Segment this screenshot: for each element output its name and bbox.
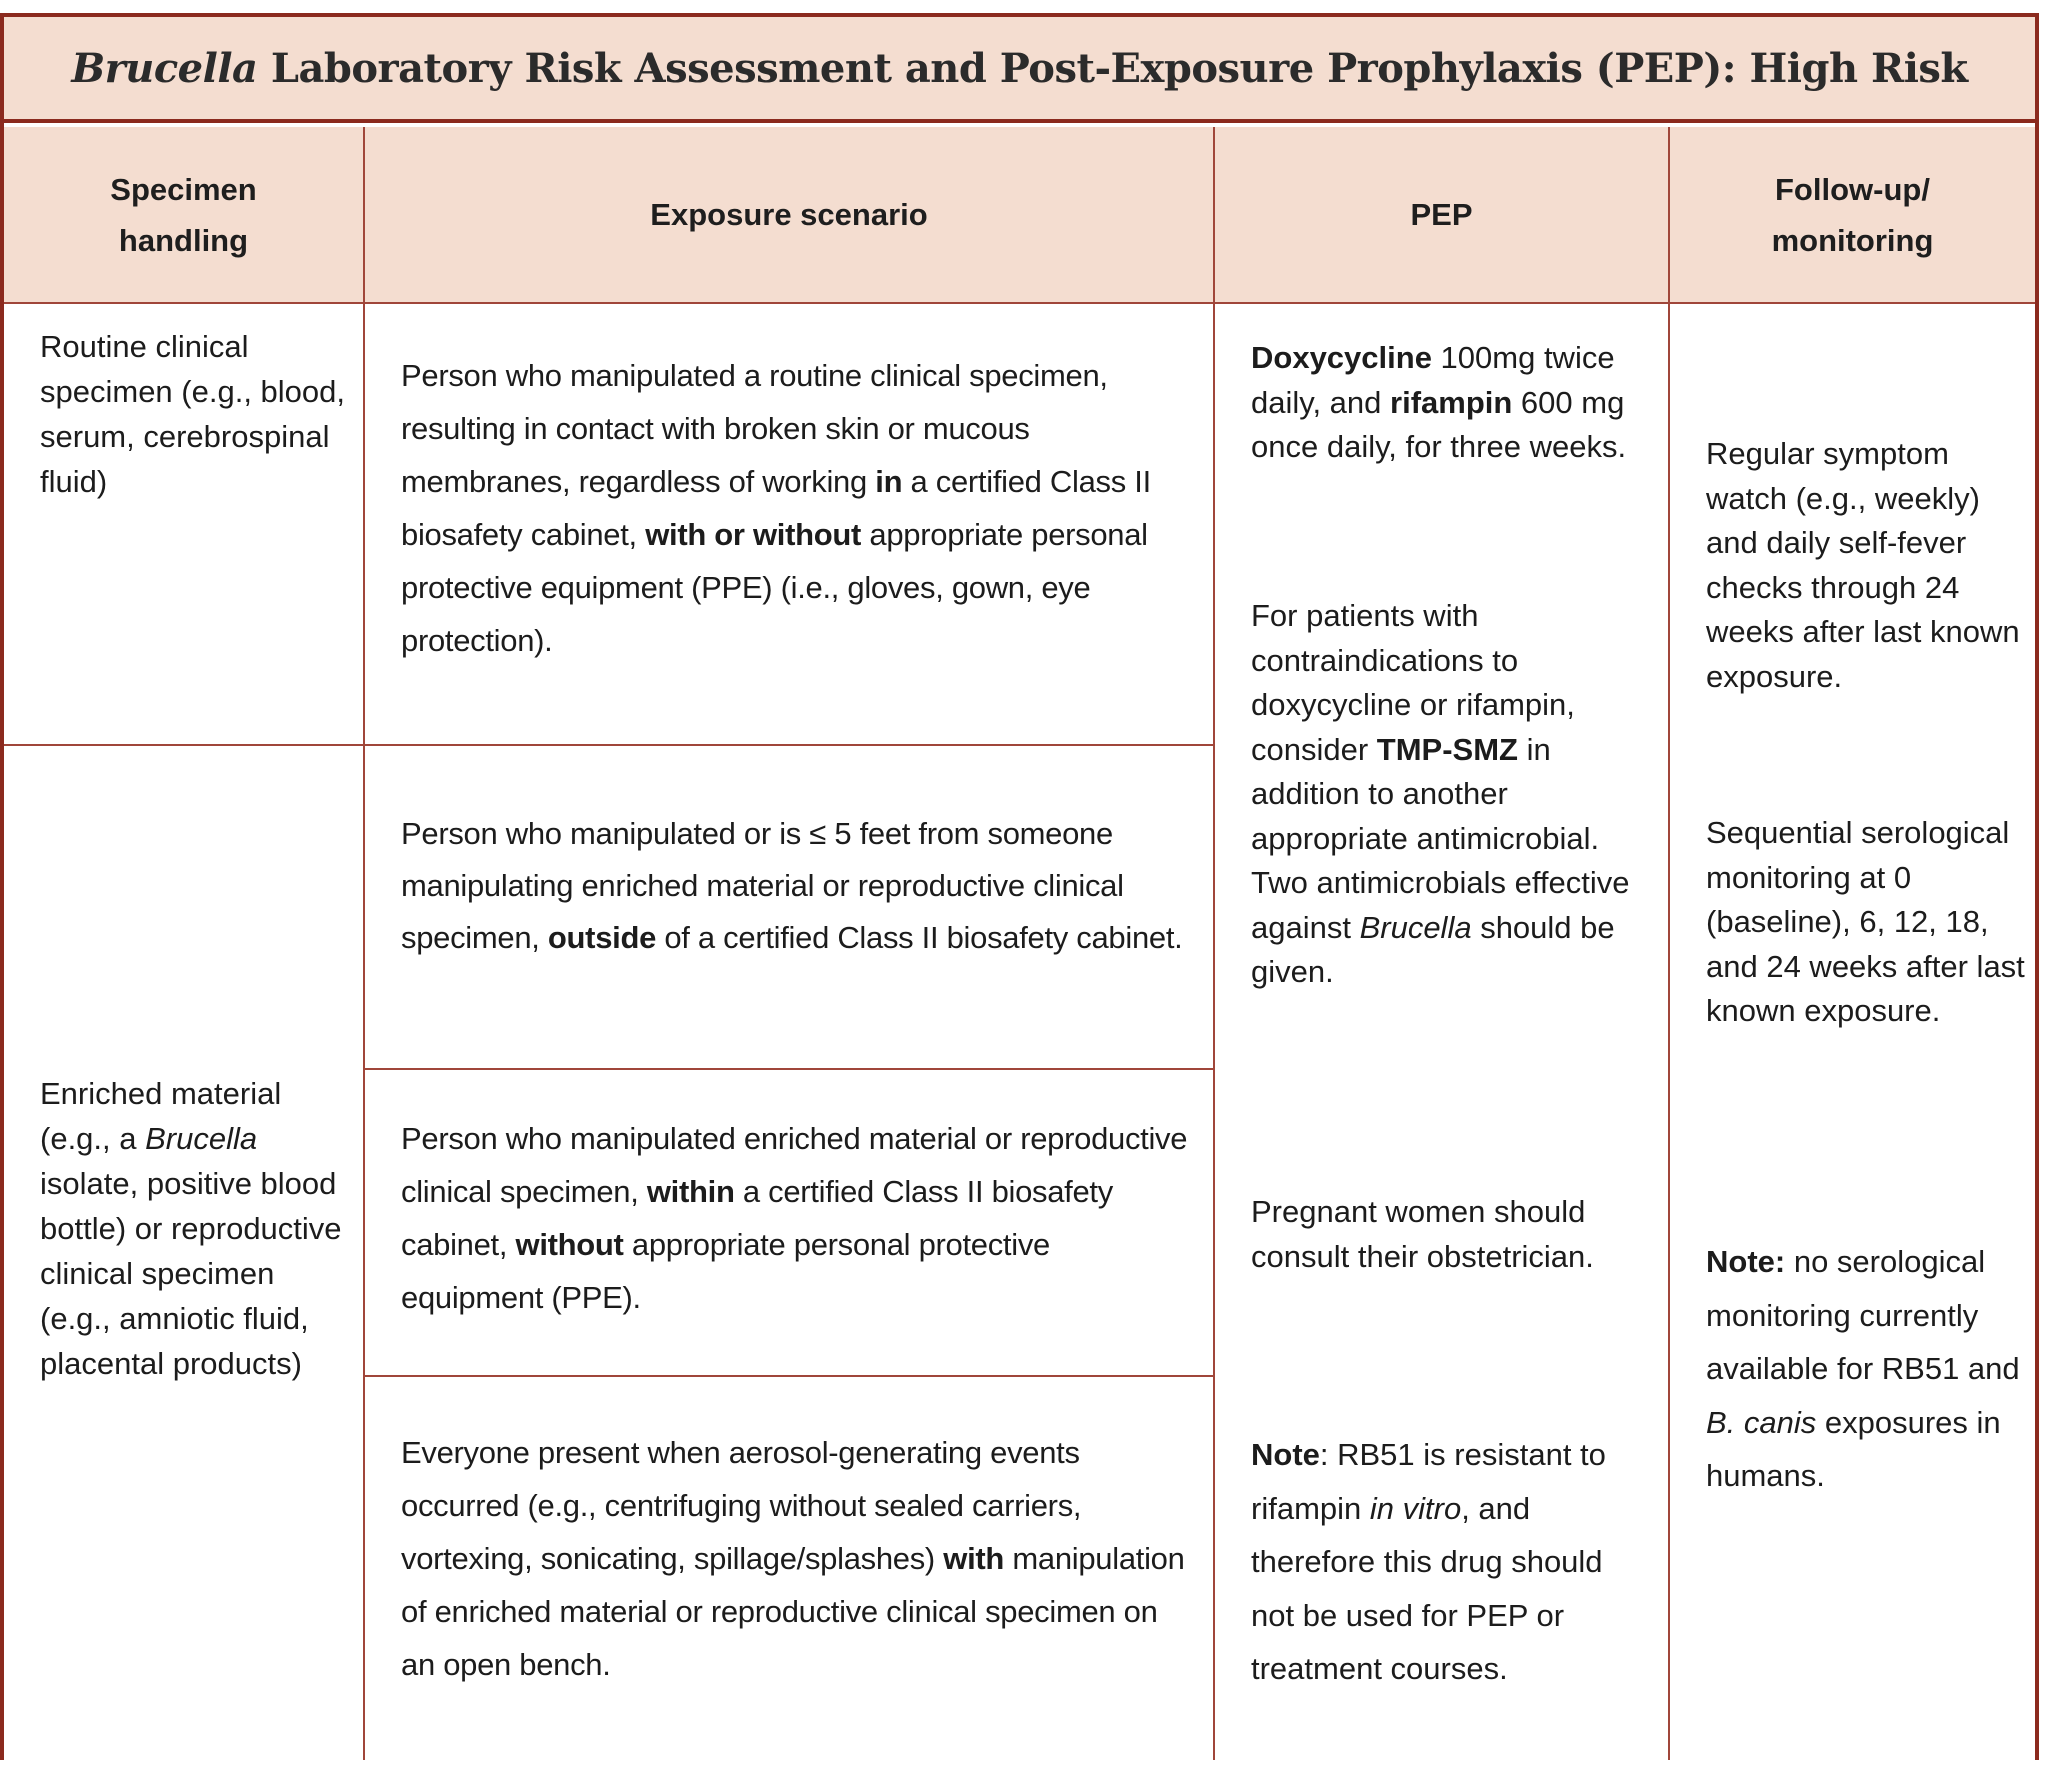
- text-segment: Note: [1251, 1437, 1320, 1472]
- text-segment: isolate, positive blood bottle) or reproductive clinical specimen (e.g., amniotic fluid, placental products): [40, 1166, 342, 1381]
- exposure-row-2: [365, 746, 1215, 1070]
- exposure-row-3: [365, 1070, 1215, 1377]
- text-segment: B. canis: [1706, 1404, 1817, 1440]
- text-segment: Doxycycline: [1251, 340, 1432, 375]
- pep-regimen-text: [1251, 336, 1652, 470]
- column-header-exposure-scenario: [365, 127, 1215, 304]
- text-segment: manipulation of enriched material or reproductive clinical specimen on an open bench.: [401, 1541, 1185, 1682]
- specimen-text: [40, 324, 349, 504]
- text-segment: Routine clinical specimen (e.g., blood, serum, cerebrospinal fluid): [40, 329, 346, 499]
- text-segment: Pregnant women should consult their obstetrician.: [1251, 1194, 1594, 1274]
- follow-up-note-text: [1706, 1235, 2025, 1503]
- text-segment: no serological monitoring currently available for RB51 and: [1706, 1244, 2020, 1386]
- text-segment: outside: [547, 920, 657, 955]
- specimen-cell-routine: [4, 304, 365, 746]
- column-header-follow-up: [1670, 127, 2035, 304]
- title-rest: Laboratory Risk Assessment and Post-Exposure Prophylaxis (PEP): High Risk: [257, 44, 1968, 92]
- text-segment: Brucella: [1359, 909, 1472, 945]
- exposure-text: [401, 1426, 1193, 1691]
- text-segment: within: [646, 1174, 735, 1209]
- risk-assessment-table: [0, 13, 2039, 1760]
- table-title: [71, 45, 1967, 92]
- text-segment: Everyone present when aerosol-generating events occurred (e.g., centrifuging without sealed carriers, vortexing, sonicating, spillage/splashes): [401, 1435, 1082, 1576]
- text-segment: Sequential serological monitoring at 0 (baseline), 6, 12, 18, and 24 weeks after last known exposure.: [1706, 815, 2025, 1028]
- specimen-text: [40, 1071, 349, 1386]
- text-segment: Note:: [1706, 1244, 1786, 1279]
- text-segment: TMP-SMZ: [1376, 731, 1518, 767]
- text-segment: Person who manipulated or is ≤ 5 feet from someone manipulating enriched material or reproductive clinical specimen,: [401, 816, 1124, 955]
- header-line: monitoring: [1771, 222, 1934, 258]
- text-segment: exposures in humans.: [1706, 1404, 2001, 1493]
- text-segment: in addition to another appropriate antimicrobial. Two antimicrobials effective against: [1251, 731, 1630, 945]
- text-segment: appropriate personal protective equipment (PPE).: [401, 1227, 1050, 1315]
- text-segment: For patients with contraindications to doxycycline or rifampin, consider: [1251, 598, 1575, 767]
- exposure-text: [401, 808, 1193, 964]
- text-segment: should be given.: [1251, 909, 1615, 989]
- pep-cell: [1215, 304, 1670, 1760]
- text-segment: Enriched material (e.g., a: [40, 1076, 282, 1156]
- pep-note-text: [1251, 1428, 1652, 1696]
- text-segment: a certified Class II biosafety cabinet,: [401, 1174, 1113, 1262]
- follow-up-symptom-text: [1706, 432, 2025, 699]
- text-segment: in: [875, 464, 903, 499]
- text-segment: appropriate personal protective equipment (PPE) (i.e., gloves, gown, eye protection).: [401, 517, 1148, 658]
- follow-up-serology-text: [1706, 811, 2025, 1034]
- header-line: Exposure scenario: [650, 197, 928, 232]
- exposure-text: [401, 349, 1193, 667]
- column-header-specimen-handling: [4, 127, 365, 304]
- table-title-bar: [4, 17, 2035, 123]
- column-header-pep: [1215, 127, 1670, 304]
- specimen-cell-enriched: [4, 746, 365, 1760]
- text-segment: Brucella: [145, 1121, 258, 1156]
- text-segment: of a certified Class II biosafety cabinet.: [656, 920, 1183, 955]
- header-line: PEP: [1410, 197, 1473, 232]
- exposure-text: [401, 1112, 1193, 1324]
- text-segment: with or without: [645, 517, 862, 552]
- exposure-row-1: [365, 304, 1215, 746]
- text-segment: Person who manipulated enriched material or reproductive clinical specimen,: [401, 1121, 1188, 1209]
- header-line: Specimen: [110, 171, 257, 207]
- header-line: Follow-up/: [1775, 171, 1930, 207]
- text-segment: Regular symptom watch (e.g., weekly) and daily self-fever checks through 24 weeks after last known exposure.: [1706, 436, 2020, 694]
- title-italic-organism: Brucella: [71, 44, 258, 92]
- text-segment: without: [515, 1227, 624, 1262]
- text-segment: a certified Class II biosafety cabinet,: [401, 464, 1151, 552]
- text-segment: : RB51 is resistant to rifampin: [1251, 1437, 1606, 1526]
- pep-pregnancy-text: [1251, 1190, 1652, 1279]
- pep-alternative-text: [1251, 594, 1652, 995]
- text-segment: 100mg twice daily, and: [1251, 340, 1615, 420]
- header-line: handling: [118, 222, 249, 258]
- follow-up-cell: [1670, 304, 2035, 1760]
- text-segment: Person who manipulated a routine clinical specimen, resulting in contact with broken skin or mucous membranes, regardless of working: [401, 358, 1108, 499]
- text-segment: with: [943, 1541, 1005, 1576]
- text-segment: 600 mg once daily, for three weeks.: [1251, 384, 1627, 464]
- text-segment: rifampin: [1390, 384, 1513, 420]
- text-segment: , and therefore this drug should not be used for PEP or treatment courses.: [1251, 1490, 1603, 1686]
- text-segment: in vitro: [1369, 1490, 1462, 1526]
- exposure-row-4: [365, 1377, 1215, 1760]
